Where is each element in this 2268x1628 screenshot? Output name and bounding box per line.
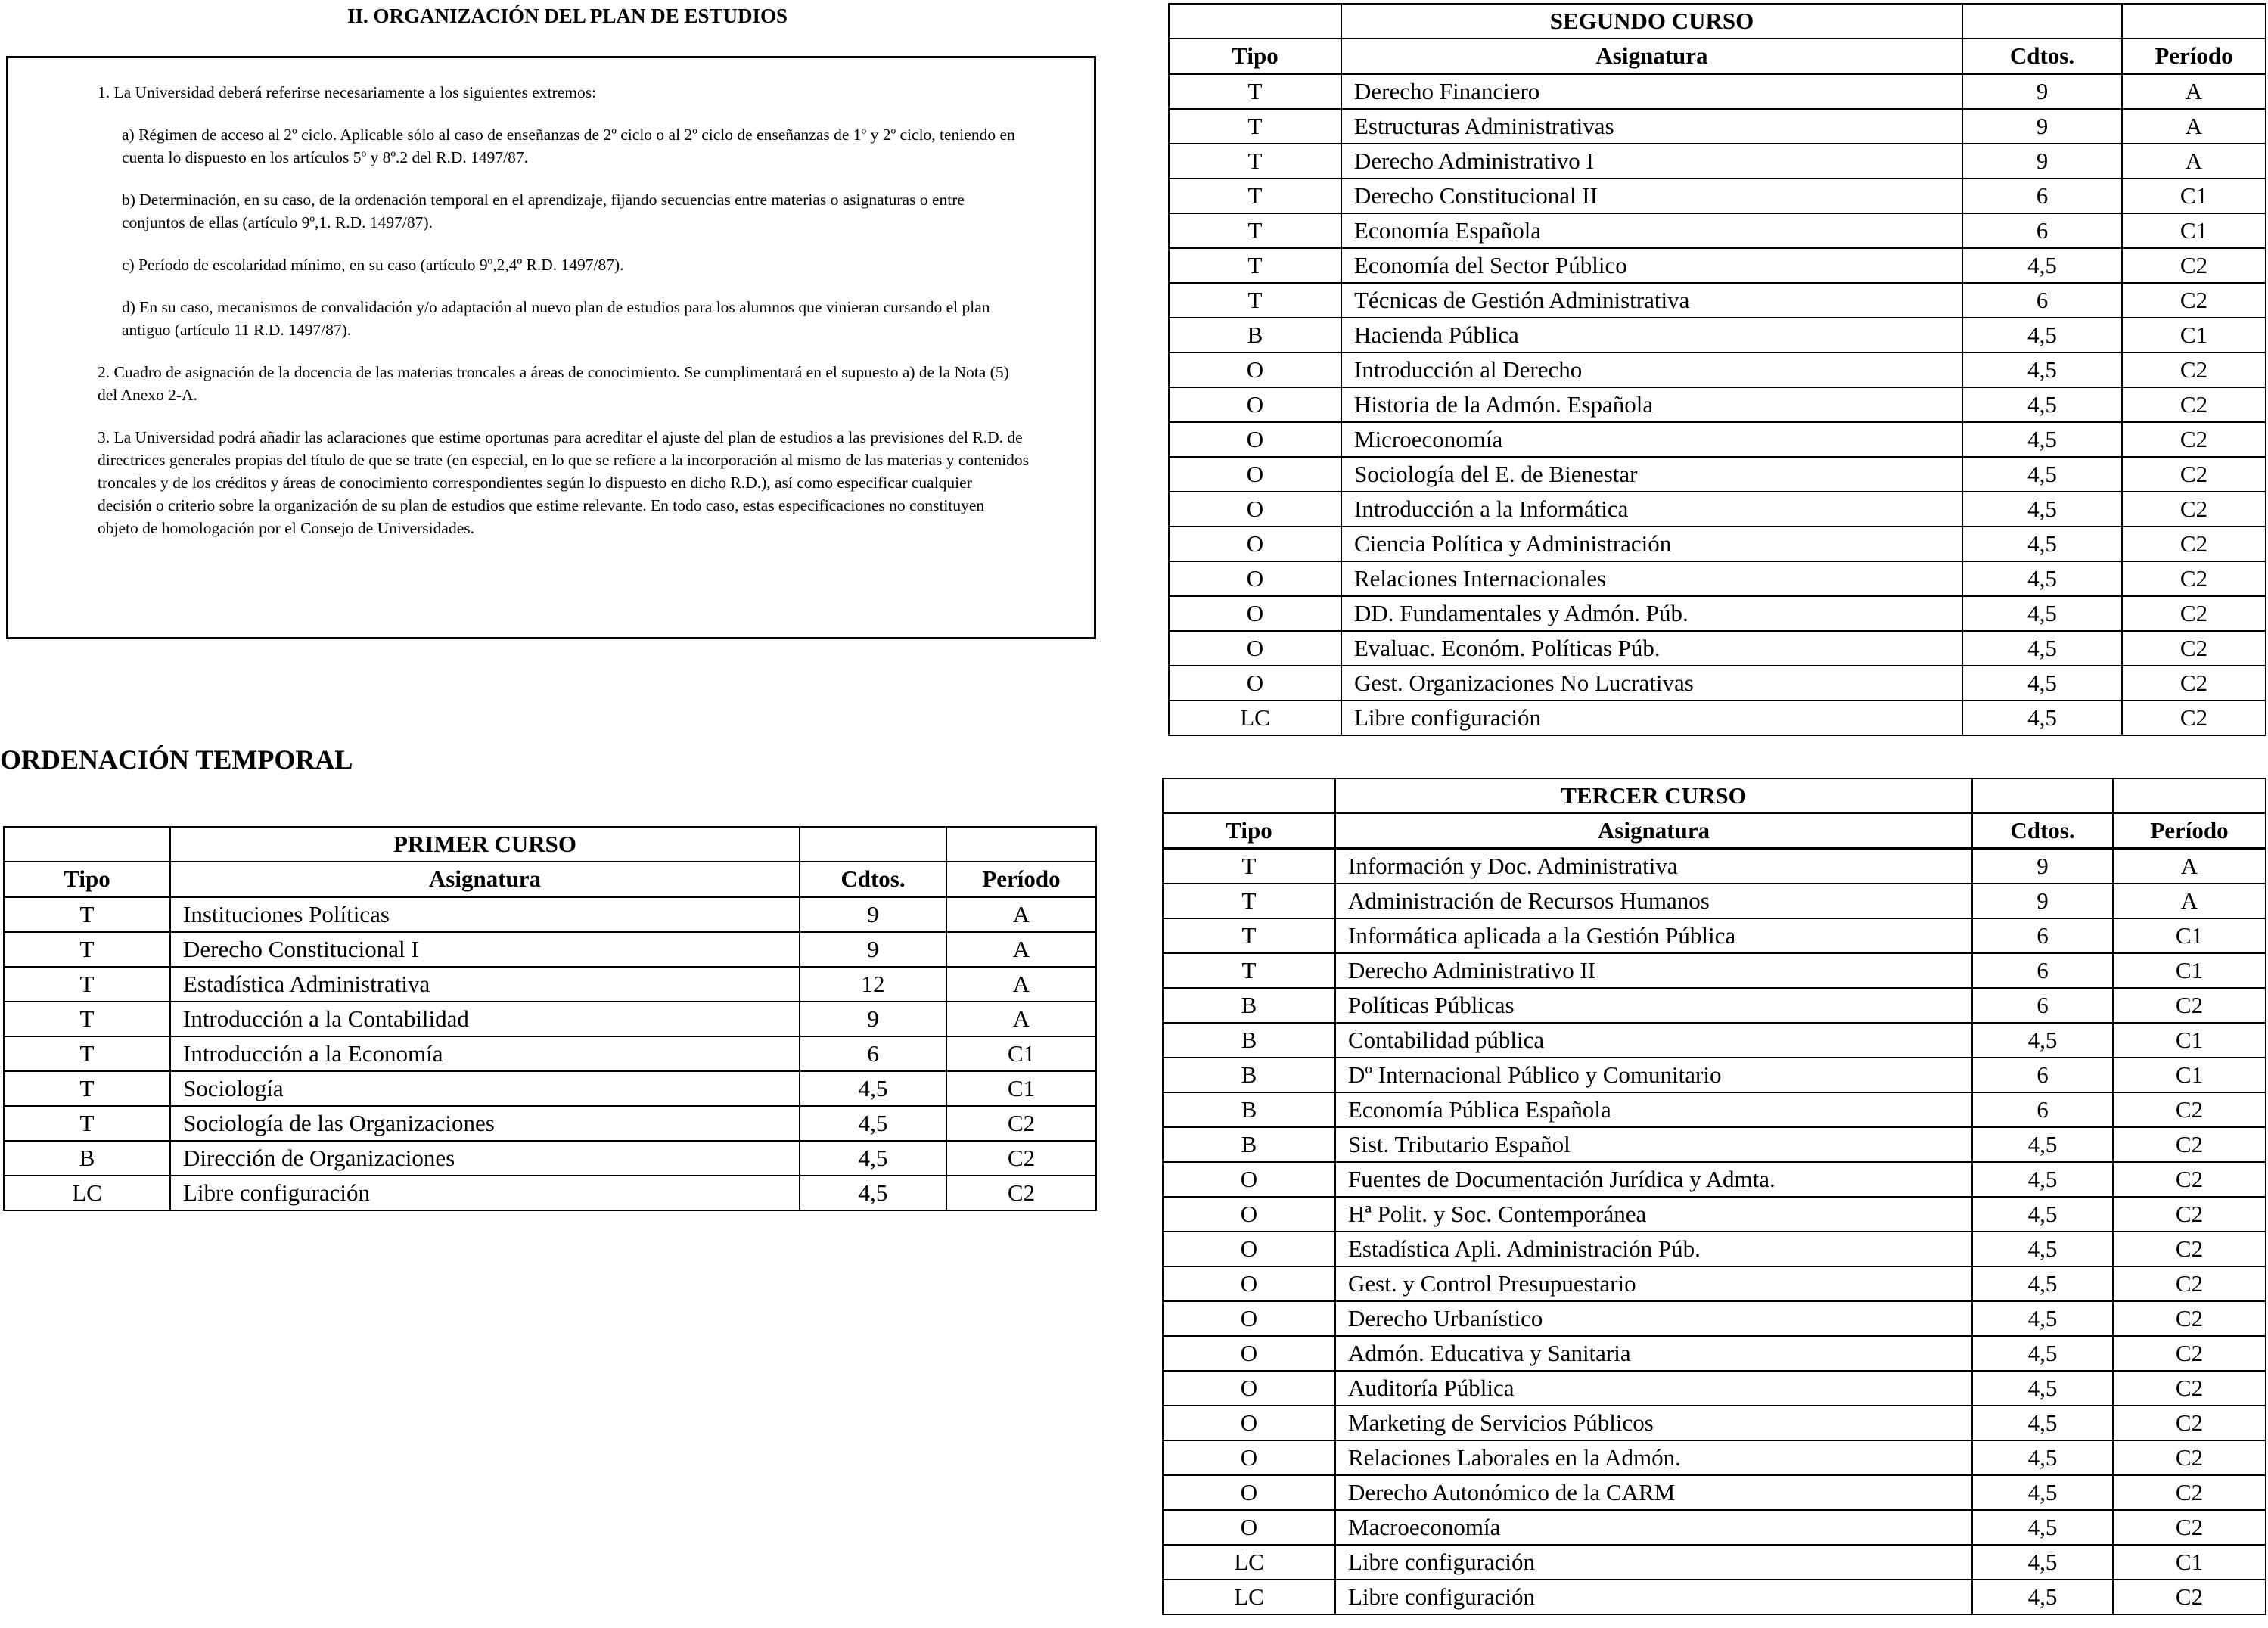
- cell-asignatura: Introducción a la Contabilidad: [170, 1002, 800, 1036]
- table-row: [1163, 1232, 2266, 1266]
- table-row: [1169, 213, 2266, 248]
- cell-asignatura: Derecho Administrativo II: [1335, 953, 1972, 988]
- cell-tipo: O: [1163, 1371, 1335, 1406]
- table-row: [1169, 144, 2266, 179]
- cell-periodo: C2: [2113, 1440, 2266, 1475]
- cell-cdtos: 9: [800, 932, 946, 967]
- note-3: 3. La Universidad podrá añadir las aclaraciones que estime oportunas para acreditar el ajuste del plan de estudios a las previsiones del R.D. de directrices generales propias del título de que se trate (en especial, en lo que se refiere a la incorporación al mismo de las materias y contenidos troncales y de los créditos y áreas de conocimiento correspondientes según lo dispuesto en dicho R.D.), así como especificar cualquier decisión o criterio sobre la organización de su plan de estudios que estime relevante. En todo caso, estas especificaciones no constituyen objeto de homologación por el Consejo de Universidades.: [98, 428, 1029, 537]
- cell-asignatura: Auditoría Pública: [1335, 1371, 1972, 1406]
- cell-periodo: C1: [2113, 1545, 2266, 1580]
- cell-periodo: A: [2122, 144, 2266, 179]
- cell-asignatura: Ciencia Política y Administración: [1341, 527, 1962, 561]
- cell-cdtos: 9: [800, 1002, 946, 1036]
- cell-cdtos: 6: [1972, 953, 2113, 988]
- cell-asignatura: Introducción a la Economía: [170, 1036, 800, 1071]
- blank-cell: [4, 827, 170, 862]
- cell-periodo: C2: [2122, 457, 2266, 492]
- cell-asignatura: Derecho Constitucional II: [1341, 179, 1962, 213]
- cell-periodo: C2: [2113, 1371, 2266, 1406]
- cell-asignatura: Administración de Recursos Humanos: [1335, 884, 1972, 918]
- cell-cdtos: 4,5: [1972, 1545, 2113, 1580]
- cell-asignatura: Gest. y Control Presupuestario: [1335, 1266, 1972, 1301]
- cell-asignatura: Derecho Constitucional I: [170, 932, 800, 967]
- table-row: [1163, 1510, 2266, 1545]
- cell-periodo: C2: [2113, 1232, 2266, 1266]
- table-title-row: [1169, 4, 2266, 39]
- header-asignatura: Asignatura: [1335, 813, 1972, 849]
- table-row: [1169, 248, 2266, 283]
- cell-cdtos: 4,5: [1972, 1440, 2113, 1475]
- cell-asignatura: Derecho Autonómico de la CARM: [1335, 1475, 1972, 1510]
- table-row: [1163, 1406, 2266, 1440]
- cell-periodo: C2: [2122, 561, 2266, 596]
- header-cdtos: Cdtos.: [1972, 813, 2113, 849]
- cell-cdtos: 4,5: [1972, 1371, 2113, 1406]
- cell-tipo: T: [1169, 283, 1341, 318]
- table-row: [1163, 988, 2266, 1023]
- cell-periodo: C2: [2113, 1162, 2266, 1197]
- cell-asignatura: Libre configuración: [1341, 701, 1962, 735]
- section-title: II. ORGANIZACIÓN DEL PLAN DE ESTUDIOS: [346, 5, 788, 27]
- table-row: [1169, 283, 2266, 318]
- cell-asignatura: Libre configuración: [170, 1176, 800, 1210]
- table-row: [1163, 1127, 2266, 1162]
- table-row: [1163, 849, 2266, 884]
- cell-asignatura: Estadística Administrativa: [170, 967, 800, 1002]
- cell-asignatura: Fuentes de Documentación Jurídica y Admta.: [1335, 1162, 1972, 1197]
- cell-asignatura: Introducción a la Informática: [1341, 492, 1962, 527]
- cell-asignatura: DD. Fundamentales y Admón. Púb.: [1341, 596, 1962, 631]
- cell-periodo: C1: [2113, 953, 2266, 988]
- cell-tipo: O: [1163, 1197, 1335, 1232]
- table-row: [1163, 1475, 2266, 1510]
- cell-tipo: B: [4, 1141, 170, 1176]
- note-1b: b) Determinación, en su caso, de la ordenación temporal en el aprendizaje, fijando secuencias entre materias o asignaturas o entre conjuntos de ellas (artículo 9º,1. R.D. 1497/87).: [122, 191, 965, 231]
- cell-asignatura: Gest. Organizaciones No Lucrativas: [1341, 666, 1962, 701]
- cell-tipo: T: [1169, 109, 1341, 144]
- cell-asignatura: Información y Doc. Administrativa: [1335, 849, 1972, 884]
- table-header-row: [1163, 813, 2266, 849]
- cell-tipo: LC: [1163, 1580, 1335, 1614]
- cell-cdtos: 4,5: [1972, 1197, 2113, 1232]
- note-1a: a) Régimen de acceso al 2º ciclo. Aplicable sólo al caso de enseñanzas de 2º ciclo o al 2º ciclo de enseñanzas de 1º y 2º ciclo, teniendo en cuenta lo dispuesto en los artículos 5º y 8º.2 del R.D. 1497/87.: [122, 126, 1015, 166]
- cell-tipo: T: [4, 967, 170, 1002]
- cell-cdtos: 9: [1962, 144, 2122, 179]
- cell-asignatura: Relaciones Laborales en la Admón.: [1335, 1440, 1972, 1475]
- cell-periodo: C2: [2113, 1197, 2266, 1232]
- cell-cdtos: 4,5: [1962, 492, 2122, 527]
- cell-asignatura: Derecho Administrativo I: [1341, 144, 1962, 179]
- table-title: TERCER CURSO: [1335, 778, 1972, 813]
- cell-cdtos: 9: [800, 897, 946, 933]
- table-row: [4, 1106, 1096, 1141]
- cell-periodo: C2: [2122, 596, 2266, 631]
- table-row: [1163, 1058, 2266, 1092]
- cell-cdtos: 4,5: [1972, 1232, 2113, 1266]
- notes-box: [6, 56, 1096, 639]
- cell-cdtos: 6: [1972, 1058, 2113, 1092]
- table-row: [1163, 1023, 2266, 1058]
- cell-tipo: T: [1163, 884, 1335, 918]
- cell-periodo: A: [2113, 884, 2266, 918]
- blank-cell: [1972, 778, 2113, 813]
- blank-cell: [800, 827, 946, 862]
- cell-periodo: A: [946, 1002, 1096, 1036]
- table-title-row: [1163, 778, 2266, 813]
- cell-tipo: B: [1163, 1058, 1335, 1092]
- table-header-row: [4, 862, 1096, 897]
- table-row: [1169, 353, 2266, 387]
- cell-cdtos: 4,5: [1962, 318, 2122, 353]
- cell-periodo: C2: [2122, 701, 2266, 735]
- table-row: [4, 1071, 1096, 1106]
- table-row: [1169, 492, 2266, 527]
- cell-cdtos: 6: [1962, 179, 2122, 213]
- cell-tipo: O: [1169, 596, 1341, 631]
- cell-asignatura: Libre configuración: [1335, 1580, 1972, 1614]
- table-row: [1169, 666, 2266, 701]
- cell-periodo: C2: [2113, 1301, 2266, 1336]
- table-row: [1169, 596, 2266, 631]
- cell-tipo: T: [1169, 74, 1341, 110]
- cell-periodo: C2: [2122, 248, 2266, 283]
- cell-asignatura: Economía del Sector Público: [1341, 248, 1962, 283]
- cell-tipo: O: [1169, 527, 1341, 561]
- cell-cdtos: 4,5: [1972, 1301, 2113, 1336]
- cell-asignatura: Estadística Apli. Administración Púb.: [1335, 1232, 1972, 1266]
- cell-periodo: C1: [2113, 1058, 2266, 1092]
- segundo-curso-table: [1168, 3, 2266, 736]
- cell-asignatura: Técnicas de Gestión Administrativa: [1341, 283, 1962, 318]
- cell-asignatura: Admón. Educativa y Sanitaria: [1335, 1336, 1972, 1371]
- note-1c: c) Período de escolaridad mínimo, en su caso (artículo 9º,2,4º R.D. 1497/87).: [122, 256, 624, 274]
- cell-tipo: T: [1163, 849, 1335, 884]
- cell-periodo: C2: [2122, 353, 2266, 387]
- table-row: [1163, 1197, 2266, 1232]
- table-row: [1169, 701, 2266, 735]
- cell-cdtos: 4,5: [800, 1071, 946, 1106]
- cell-cdtos: 4,5: [1972, 1406, 2113, 1440]
- cell-periodo: C2: [2113, 1266, 2266, 1301]
- cell-tipo: T: [4, 1002, 170, 1036]
- table-row: [4, 932, 1096, 967]
- cell-cdtos: 4,5: [1972, 1023, 2113, 1058]
- header-periodo: Período: [2122, 39, 2266, 74]
- cell-cdtos: 4,5: [1962, 596, 2122, 631]
- cell-cdtos: 4,5: [1962, 387, 2122, 422]
- cell-cdtos: 4,5: [1972, 1266, 2113, 1301]
- cell-tipo: O: [1163, 1440, 1335, 1475]
- cell-cdtos: 4,5: [1962, 422, 2122, 457]
- tercer-curso-table: [1162, 778, 2266, 1615]
- cell-tipo: O: [1169, 561, 1341, 596]
- cell-asignatura: Economía Pública Española: [1335, 1092, 1972, 1127]
- cell-tipo: O: [1163, 1301, 1335, 1336]
- cell-asignatura: Dº Internacional Público y Comunitario: [1335, 1058, 1972, 1092]
- cell-tipo: B: [1163, 1127, 1335, 1162]
- cell-cdtos: 6: [1962, 283, 2122, 318]
- cell-periodo: C2: [2122, 283, 2266, 318]
- cell-periodo: C2: [2122, 492, 2266, 527]
- cell-cdtos: 9: [1962, 109, 2122, 144]
- table-row: [1169, 179, 2266, 213]
- cell-tipo: O: [1169, 422, 1341, 457]
- cell-tipo: O: [1163, 1162, 1335, 1197]
- cell-periodo: C2: [2122, 631, 2266, 666]
- table-row: [1163, 953, 2266, 988]
- cell-cdtos: 4,5: [1962, 631, 2122, 666]
- cell-periodo: C2: [2113, 1580, 2266, 1614]
- table-row: [1163, 1301, 2266, 1336]
- table-title-row: [4, 827, 1096, 862]
- cell-periodo: C2: [2113, 1127, 2266, 1162]
- cell-tipo: T: [4, 1106, 170, 1141]
- cell-tipo: LC: [1169, 701, 1341, 735]
- cell-periodo: C1: [2122, 213, 2266, 248]
- table-row: [4, 967, 1096, 1002]
- table-title: PRIMER CURSO: [170, 827, 800, 862]
- cell-periodo: A: [2122, 74, 2266, 110]
- cell-tipo: O: [1163, 1510, 1335, 1545]
- blank-cell: [1169, 4, 1341, 39]
- table-row: [1163, 1545, 2266, 1580]
- cell-periodo: C1: [2113, 1023, 2266, 1058]
- cell-cdtos: 9: [1972, 884, 2113, 918]
- cell-asignatura: Dirección de Organizaciones: [170, 1141, 800, 1176]
- cell-tipo: O: [1163, 1336, 1335, 1371]
- cell-tipo: O: [1169, 492, 1341, 527]
- table-row: [4, 1036, 1096, 1071]
- cell-tipo: O: [1163, 1475, 1335, 1510]
- cell-periodo: A: [2113, 849, 2266, 884]
- cell-tipo: T: [1169, 213, 1341, 248]
- cell-cdtos: 4,5: [1962, 561, 2122, 596]
- cell-asignatura: Microeconomía: [1341, 422, 1962, 457]
- cell-periodo: C2: [2113, 1092, 2266, 1127]
- table-header-row: [1169, 39, 2266, 74]
- table-row: [1163, 1371, 2266, 1406]
- cell-cdtos: 6: [1962, 213, 2122, 248]
- cell-asignatura: Macroeconomía: [1335, 1510, 1972, 1545]
- cell-cdtos: 4,5: [1972, 1162, 2113, 1197]
- table-row: [1169, 318, 2266, 353]
- cell-tipo: T: [1169, 179, 1341, 213]
- blank-cell: [2122, 4, 2266, 39]
- cell-periodo: A: [2122, 109, 2266, 144]
- cell-cdtos: 4,5: [800, 1176, 946, 1210]
- table-row: [1169, 422, 2266, 457]
- table-row: [4, 1002, 1096, 1036]
- cell-cdtos: 4,5: [1962, 353, 2122, 387]
- cell-cdtos: 12: [800, 967, 946, 1002]
- cell-periodo: C2: [2122, 387, 2266, 422]
- cell-cdtos: 6: [800, 1036, 946, 1071]
- cell-tipo: T: [1163, 918, 1335, 953]
- cell-cdtos: 6: [1972, 1092, 2113, 1127]
- table-row: [1169, 631, 2266, 666]
- cell-cdtos: 4,5: [1972, 1336, 2113, 1371]
- table-row: [1163, 1092, 2266, 1127]
- cell-periodo: A: [946, 897, 1096, 933]
- blank-cell: [1962, 4, 2122, 39]
- cell-asignatura: Políticas Públicas: [1335, 988, 1972, 1023]
- cell-periodo: C2: [2113, 1510, 2266, 1545]
- cell-cdtos: 4,5: [1962, 666, 2122, 701]
- cell-tipo: T: [4, 1036, 170, 1071]
- cell-tipo: T: [1169, 144, 1341, 179]
- cell-periodo: C1: [2122, 179, 2266, 213]
- cell-periodo: C1: [946, 1071, 1096, 1106]
- cell-periodo: C2: [946, 1106, 1096, 1141]
- ordenacion-heading: ORDENACIÓN TEMPORAL: [0, 744, 353, 775]
- header-asignatura: Asignatura: [170, 862, 800, 897]
- cell-cdtos: 4,5: [800, 1106, 946, 1141]
- header-periodo: Período: [946, 862, 1096, 897]
- cell-cdtos: 9: [1972, 849, 2113, 884]
- cell-periodo: A: [946, 932, 1096, 967]
- cell-periodo: C2: [2113, 1336, 2266, 1371]
- cell-tipo: O: [1163, 1406, 1335, 1440]
- cell-asignatura: Hª Polit. y Soc. Contemporánea: [1335, 1197, 1972, 1232]
- cell-periodo: C2: [946, 1176, 1096, 1210]
- cell-periodo: A: [946, 967, 1096, 1002]
- cell-asignatura: Hacienda Pública: [1341, 318, 1962, 353]
- table-row: [1169, 527, 2266, 561]
- header-tipo: Tipo: [1169, 39, 1341, 74]
- cell-tipo: T: [4, 897, 170, 933]
- cell-asignatura: Relaciones Internacionales: [1341, 561, 1962, 596]
- cell-asignatura: Derecho Urbanístico: [1335, 1301, 1972, 1336]
- cell-cdtos: 4,5: [1972, 1510, 2113, 1545]
- cell-asignatura: Sociología del E. de Bienestar: [1341, 457, 1962, 492]
- cell-tipo: T: [4, 932, 170, 967]
- cell-periodo: C1: [2122, 318, 2266, 353]
- cell-asignatura: Sociología: [170, 1071, 800, 1106]
- cell-cdtos: 4,5: [1972, 1127, 2113, 1162]
- table-row: [1163, 918, 2266, 953]
- cell-periodo: C2: [2113, 1475, 2266, 1510]
- table-row: [4, 897, 1096, 933]
- table-row: [1169, 74, 2266, 110]
- table-row: [4, 1141, 1096, 1176]
- cell-asignatura: Sist. Tributario Español: [1335, 1127, 1972, 1162]
- cell-tipo: B: [1169, 318, 1341, 353]
- cell-cdtos: 4,5: [1962, 248, 2122, 283]
- cell-cdtos: 4,5: [1962, 527, 2122, 561]
- cell-asignatura: Marketing de Servicios Públicos: [1335, 1406, 1972, 1440]
- table-row: [1163, 1336, 2266, 1371]
- cell-periodo: C2: [2122, 527, 2266, 561]
- table-row: [1169, 109, 2266, 144]
- cell-asignatura: Sociología de las Organizaciones: [170, 1106, 800, 1141]
- note-1: 1. La Universidad deberá referirse necesariamente a los siguientes extremos:: [98, 83, 597, 101]
- cell-cdtos: 4,5: [1972, 1580, 2113, 1614]
- table-title: SEGUNDO CURSO: [1341, 4, 1962, 39]
- cell-tipo: O: [1169, 387, 1341, 422]
- cell-tipo: B: [1163, 988, 1335, 1023]
- header-cdtos: Cdtos.: [800, 862, 946, 897]
- cell-tipo: O: [1163, 1232, 1335, 1266]
- cell-asignatura: Derecho Financiero: [1341, 74, 1962, 110]
- cell-periodo: C2: [2122, 422, 2266, 457]
- cell-periodo: C2: [946, 1141, 1096, 1176]
- cell-periodo: C1: [2113, 918, 2266, 953]
- blank-cell: [1163, 778, 1335, 813]
- cell-periodo: C2: [2122, 666, 2266, 701]
- cell-tipo: LC: [1163, 1545, 1335, 1580]
- table-row: [1169, 387, 2266, 422]
- cell-tipo: O: [1169, 457, 1341, 492]
- cell-asignatura: Libre configuración: [1335, 1545, 1972, 1580]
- cell-asignatura: Introducción al Derecho: [1341, 353, 1962, 387]
- table-row: [1163, 1266, 2266, 1301]
- header-cdtos: Cdtos.: [1962, 39, 2122, 74]
- cell-asignatura: Evaluac. Económ. Políticas Púb.: [1341, 631, 1962, 666]
- cell-tipo: B: [1163, 1023, 1335, 1058]
- cell-cdtos: 4,5: [800, 1141, 946, 1176]
- cell-asignatura: Instituciones Políticas: [170, 897, 800, 933]
- cell-cdtos: 4,5: [1972, 1475, 2113, 1510]
- cell-tipo: T: [1169, 248, 1341, 283]
- table-row: [1169, 561, 2266, 596]
- blank-cell: [2113, 778, 2266, 813]
- cell-tipo: O: [1169, 631, 1341, 666]
- cell-asignatura: Contabilidad pública: [1335, 1023, 1972, 1058]
- header-asignatura: Asignatura: [1341, 39, 1962, 74]
- note-2: 2. Cuadro de asignación de la docencia de las materias troncales a áreas de conocimiento. Se cumplimentará en el supuesto a) de la Nota (5) del Anexo 2-A.: [98, 363, 1009, 404]
- cell-tipo: O: [1169, 666, 1341, 701]
- cell-asignatura: Estructuras Administrativas: [1341, 109, 1962, 144]
- cell-periodo: C2: [2113, 1406, 2266, 1440]
- cell-asignatura: Informática aplicada a la Gestión Pública: [1335, 918, 1972, 953]
- cell-cdtos: 9: [1962, 74, 2122, 110]
- cell-periodo: C1: [946, 1036, 1096, 1071]
- cell-asignatura: Historia de la Admón. Española: [1341, 387, 1962, 422]
- table-row: [1163, 1440, 2266, 1475]
- primer-curso-table: [3, 826, 1097, 1211]
- cell-tipo: LC: [4, 1176, 170, 1210]
- cell-tipo: O: [1163, 1266, 1335, 1301]
- cell-cdtos: 4,5: [1962, 457, 2122, 492]
- cell-cdtos: 4,5: [1962, 701, 2122, 735]
- cell-tipo: T: [1163, 953, 1335, 988]
- table-row: [1169, 457, 2266, 492]
- cell-tipo: O: [1169, 353, 1341, 387]
- header-tipo: Tipo: [4, 862, 170, 897]
- blank-cell: [946, 827, 1096, 862]
- cell-periodo: C2: [2113, 988, 2266, 1023]
- note-1d: d) En su caso, mecanismos de convalidación y/o adaptación al nuevo plan de estudios para los alumnos que vinieran cursando el plan antiguo (artículo 11 R.D. 1497/87).: [122, 298, 990, 339]
- cell-cdtos: 6: [1972, 918, 2113, 953]
- table-row: [4, 1176, 1096, 1210]
- cell-asignatura: Economía Española: [1341, 213, 1962, 248]
- cell-tipo: B: [1163, 1092, 1335, 1127]
- table-row: [1163, 1580, 2266, 1614]
- cell-tipo: T: [4, 1071, 170, 1106]
- cell-cdtos: 6: [1972, 988, 2113, 1023]
- table-row: [1163, 884, 2266, 918]
- header-tipo: Tipo: [1163, 813, 1335, 849]
- table-row: [1163, 1162, 2266, 1197]
- header-periodo: Período: [2113, 813, 2266, 849]
